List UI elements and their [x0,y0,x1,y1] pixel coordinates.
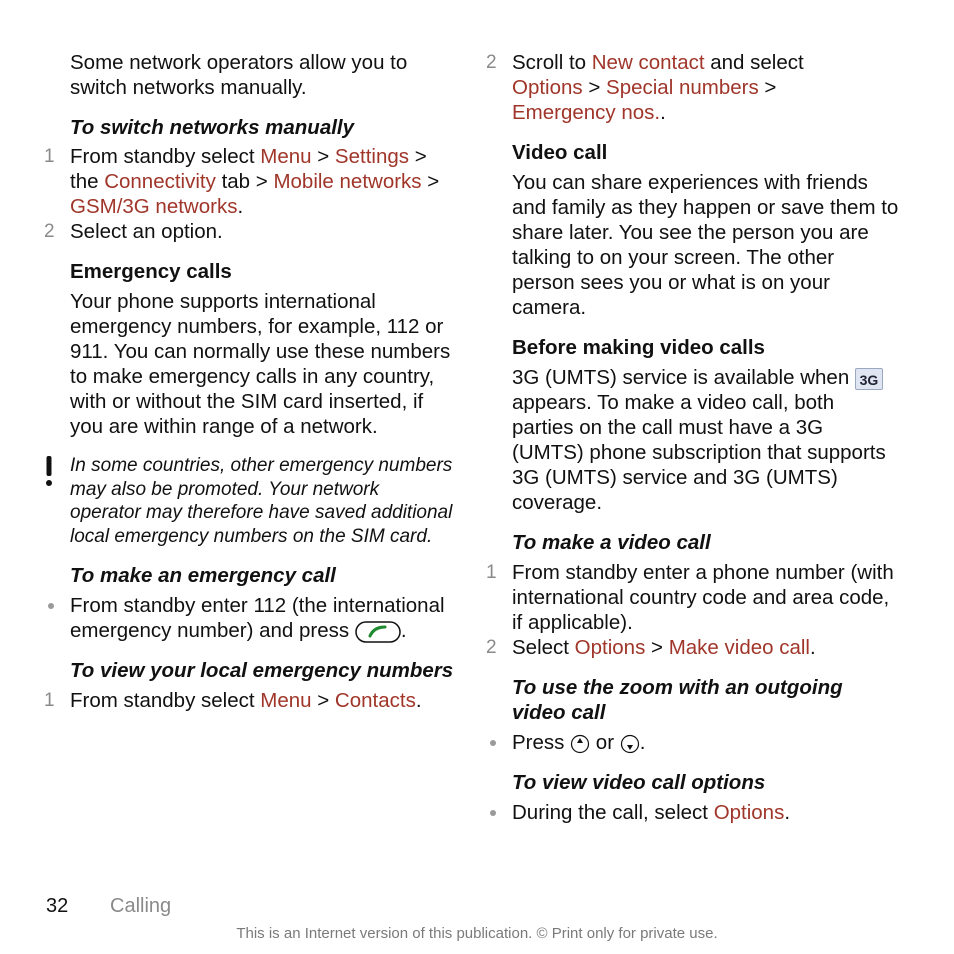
intro-text: Some network operators allow you to switch networks manually. [70,51,408,99]
before-video-body: 3G (UMTS) service is available when 3G appears. To make a video call, both parties on the call must have a 3G (UMTS) phone subscription that supports 3G (UMTS) service and 3G (UMTS) coverage. [512,366,886,514]
options-link: Options [574,636,646,659]
disclaimer: This is an Internet version of this publication. © Print only for private use. [236,925,718,942]
emergency-step-2: 2 Scroll to New contact and select Options > Special numbers > Emergency nos.. [486,51,804,124]
options-bullet: During the call, select Options. [512,800,900,825]
step-number: 2 [44,221,55,242]
emergency-nos-link: Emergency nos. [512,101,661,124]
warning-icon [44,456,54,488]
video-call-heading: Video call [512,141,608,164]
menu-link: Menu [260,145,312,168]
before-video-heading: Before making video calls [512,336,765,359]
make-video-call-link: Make video call [668,636,810,659]
new-contact-link: New contact [591,51,705,74]
section-name: Calling [110,895,172,917]
make-video-heading: To make a video call [512,531,711,554]
settings-link: Settings [334,145,409,168]
step-number: 1 [44,146,55,167]
make-video-step-2: 2 Select Options > Make video call. [486,636,816,659]
step-number: 1 [486,562,497,583]
right-column [486,50,900,825]
note-text: In some countries, other emergency numbers may also be promoted. Your network operator may therefore have saved additional local emergency numbers on the SIM card. [70,455,453,547]
nav-down-icon [620,734,640,754]
special-numbers-link: Special numbers [606,76,759,99]
switch-networks-heading: To switch networks manually [70,116,355,139]
menu-link: Menu [260,689,312,712]
mobile-networks-link: Mobile networks [273,170,422,193]
connectivity-link: Connectivity [104,170,216,193]
emergency-calls-heading: Emergency calls [70,260,232,283]
emergency-calls-body: Your phone supports international emergency numbers, for example, 112 or 911. You can normally use these numbers to make emergency calls in any country, with or without the SIM card inserted, if you are within range of a network. [70,290,451,438]
make-video-step-1: 1 From standby enter a phone number (with international country code and area code, if applicable). [486,561,894,634]
bullet-icon [48,603,54,609]
step-number: 1 [44,690,55,711]
gsm-networks-link: GSM/3G networks [70,195,238,218]
bullet-icon [490,810,496,816]
step-number: 2 [486,52,497,73]
zoom-heading: To use the zoom with an outgoing video call [512,676,843,724]
options-link: Options [512,76,583,99]
bullet-icon [490,740,496,746]
view-local-heading: To view your local emergency numbers [70,659,454,682]
view-local-step-1: 1 From standby select Menu > Contacts. [44,689,422,712]
video-call-body: You can share experiences with friends and family as they happen or save them to share later. You see the person you are talking to on your screen. The other person sees you or what is on your camera. [512,171,899,319]
warning-note [70,454,454,548]
options-heading: To view video call options [512,771,766,794]
3g-icon: 3G [855,368,883,390]
make-emergency-heading: To make an emergency call [70,564,336,587]
make-emergency-bullet: From standby enter 112 (the international emergency number) and press . [70,593,454,643]
contacts-link: Contacts [334,689,416,712]
switch-step-2: 2 Select an option. [44,220,223,243]
zoom-bullet: Press or . [512,730,900,755]
switch-step-1: 1 From standby select Menu > Settings > the Connectivity tab > Mobile networks > GSM/3G networks. [44,145,440,218]
page-number: 32 [46,895,69,917]
left-column [44,50,454,713]
options-link: Options [713,801,785,824]
step-number: 2 [486,637,497,658]
call-key-icon [355,621,401,643]
nav-up-icon [570,734,590,754]
